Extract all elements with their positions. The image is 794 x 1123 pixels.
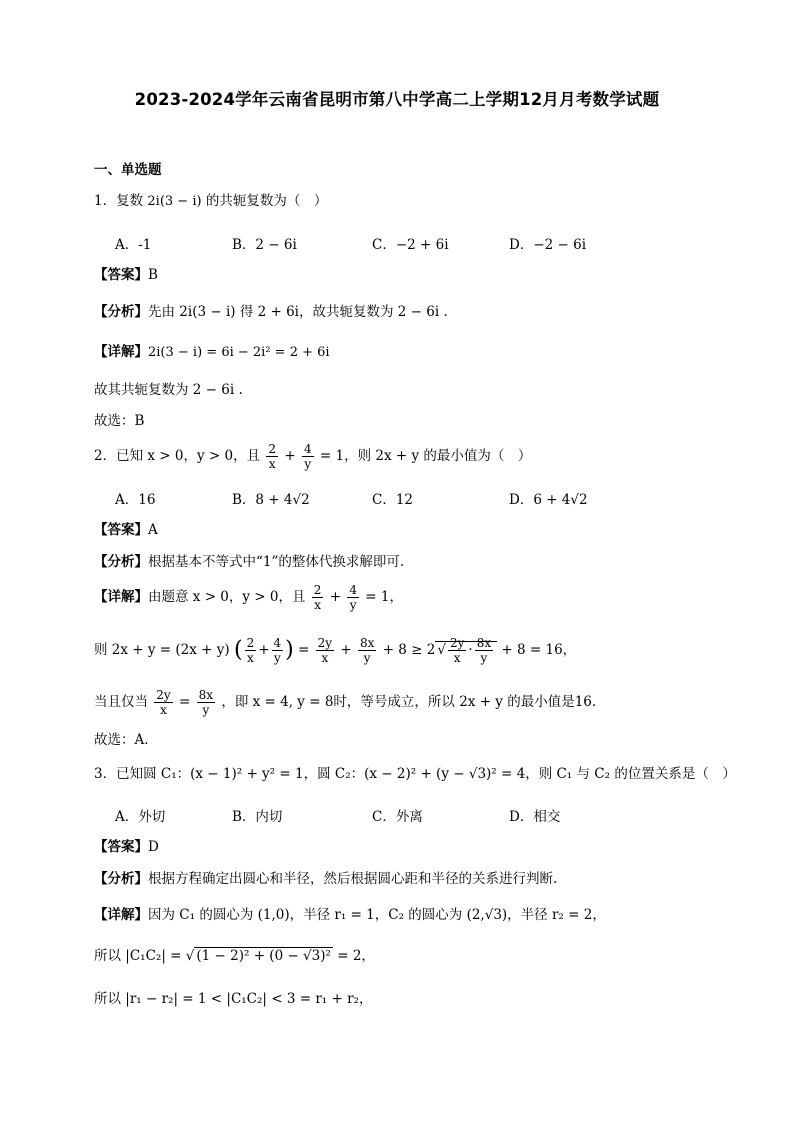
q2-fraction-1: $\frac{2}{x}$ xyxy=(268,442,277,471)
q2-detail xyxy=(94,582,403,612)
q1-option-b: B．2 − 6i xyxy=(232,237,297,253)
condition-start: 当且仅当 xyxy=(94,694,148,710)
condition-fraction-2: $\frac{8x}{y}$ xyxy=(198,688,214,717)
sqrt-expression: √ $\frac{2y}{x}$ · $\frac{8x}{y}$ xyxy=(435,641,497,658)
q2-option-c: C．12 xyxy=(372,492,414,508)
section-heading: 一、单选题 xyxy=(94,162,162,178)
q2-answer xyxy=(94,520,158,540)
q2-option-b: B．8 + 4√2 xyxy=(232,492,310,508)
question-3-stem: 3．已知圆 C₁：(x − 1)² + y² = 1，圆 C₂：(x − 2)² + (y − √3)² = 4，则 C₁ 与 C₂ 的位置关系是（ ） xyxy=(94,766,736,782)
q2-choose: 故选：A. xyxy=(94,732,149,748)
q1-stem-tail: 的共轭复数为（ ） xyxy=(205,193,328,209)
q2-option-a: A．16 xyxy=(115,492,156,508)
condition-fraction-1: $\frac{2y}{x}$ xyxy=(156,688,171,717)
detail-tail: = 1， xyxy=(365,589,403,605)
q2-fraction-2: $\frac{4}{y}$ xyxy=(303,442,312,471)
answer-value: D xyxy=(148,839,159,855)
sqrt-fraction-1: $\frac{2y}{x}$ xyxy=(449,636,465,665)
q1-option-c: C．−2 + 6i xyxy=(372,237,449,253)
q3-option-b: B．内切 xyxy=(232,809,283,825)
derivation-fraction-2: $\frac{4}{y}$ xyxy=(273,636,282,665)
q2-detail-fraction-1: $\frac{2}{x}$ xyxy=(313,583,322,612)
derivation-fraction-4: $\frac{8x}{y}$ xyxy=(359,636,375,665)
q1-option-d: D．−2 − 6i xyxy=(509,237,587,253)
q3-detail xyxy=(94,905,606,925)
q1-option-a: A．-1 xyxy=(115,237,152,253)
document-title: 2023-2024学年云南省昆明市第八中学高二上学期12月月考数学试题 xyxy=(134,90,660,109)
answer-value: A xyxy=(148,522,158,538)
analysis-text: 根据基本不等式中“1”的整体代换求解即可. xyxy=(148,554,405,570)
q2-option-d: D．6 + 4√2 xyxy=(509,492,588,508)
condition-end: ，即 x = 4, y = 8时，等号成立，所以 2x + y 的最小值是16. xyxy=(221,694,597,710)
plus-sign: + xyxy=(340,642,352,658)
q3-distance: 所以 |C₁C₂| = √ (1 − 2)² + (0 − √3)² = 2， xyxy=(94,948,375,964)
answer-tag: 【答案】 xyxy=(94,522,148,538)
sqrt-fraction-2: $\frac{8x}{y}$ xyxy=(476,636,492,665)
plus-sign: + xyxy=(329,589,342,605)
q2-equality-condition: 当且仅当 $\frac{2y}{x}$ = $\frac{8x}{y}$ ，即 x = 4, y = 8时，等号成立，所以 2x + y 的最小值是16. xyxy=(94,688,597,717)
detail-tag: 【详解】 xyxy=(94,907,148,923)
close-paren: ) xyxy=(285,637,294,663)
q2-analysis xyxy=(94,552,404,572)
q1-analysis xyxy=(94,302,448,322)
question-1-stem xyxy=(94,191,327,212)
detail-tag: 【详解】 xyxy=(94,344,148,360)
open-paren: ( xyxy=(233,637,243,663)
q1-answer xyxy=(94,265,158,285)
q3-option-c: C．外离 xyxy=(372,809,423,825)
q1-detail xyxy=(94,342,330,363)
detail-tag: 【详解】 xyxy=(94,589,148,605)
q3-answer xyxy=(94,837,159,857)
detail-text: 因为 C₁ 的圆心为 (1,0)，半径 r₁ = 1，C₂ 的圆心为 (2,√3)，半径 r₂ = 2， xyxy=(148,907,606,923)
analysis-tag: 【分析】 xyxy=(94,554,148,570)
q1-stem-expression: 2i(3 − i) xyxy=(147,194,202,209)
derivation-end: + 8 = 16， xyxy=(501,642,577,658)
analysis-tag: 【分析】 xyxy=(94,304,148,320)
q3-option-d: D．相交 xyxy=(509,809,561,825)
q2-stem-tail: = 1，则 2x + y 的最小值为（ ） xyxy=(319,448,532,464)
q3-option-a: A．外切 xyxy=(115,809,166,825)
answer-tag: 【答案】 xyxy=(94,839,148,855)
question-2-stem xyxy=(94,441,531,471)
distance-radicand: (1 − 2)² + (0 − √3)² xyxy=(196,948,331,964)
plus-sign: + xyxy=(284,448,296,464)
derivation-start: 则 2x + y = (2x + y) xyxy=(94,642,230,658)
detail-text: 由题意 x > 0，y > 0，且 xyxy=(148,589,306,605)
inequality-text: + 8 ≥ 2 xyxy=(382,642,436,658)
distance-start: 所以 |C₁C₂| = xyxy=(94,948,182,964)
q3-analysis xyxy=(94,869,557,889)
q1-stem-text: 1．复数 xyxy=(94,193,144,209)
q2-detail-fraction-2: $\frac{4}{y}$ xyxy=(349,583,357,612)
derivation-fraction-1: $\frac{2}{x}$ xyxy=(246,636,255,665)
answer-value: B xyxy=(148,267,158,283)
distance-end: = 2， xyxy=(337,948,375,964)
q1-detail-2: 故其共轭复数为 2 − 6i . xyxy=(94,382,243,398)
derivation-fraction-3: $\frac{2y}{x}$ xyxy=(317,636,333,665)
plus-sign: + xyxy=(258,642,270,658)
analysis-tag: 【分析】 xyxy=(94,871,148,887)
q2-derivation xyxy=(94,632,576,669)
q1-choose: 故选：B xyxy=(94,413,145,429)
answer-tag: 【答案】 xyxy=(94,267,148,283)
detail-text: 2i(3 − i) = 6i − 2i² = 2 + 6i xyxy=(148,345,330,360)
q3-comparison: 所以 |r₁ − r₂| = 1 < |C₁C₂| < 3 = r₁ + r₂， xyxy=(94,991,373,1007)
equals-sign: = xyxy=(298,642,310,658)
q2-stem-text: 2．已知 x > 0，y > 0，且 xyxy=(94,448,261,464)
analysis-text: 根据方程确定出圆心和半径，然后根据圆心距和半径的关系进行判断. xyxy=(148,871,558,887)
analysis-text: 先由 2i(3 − i) 得 2 + 6i，故共轭复数为 2 − 6i . xyxy=(148,304,448,320)
